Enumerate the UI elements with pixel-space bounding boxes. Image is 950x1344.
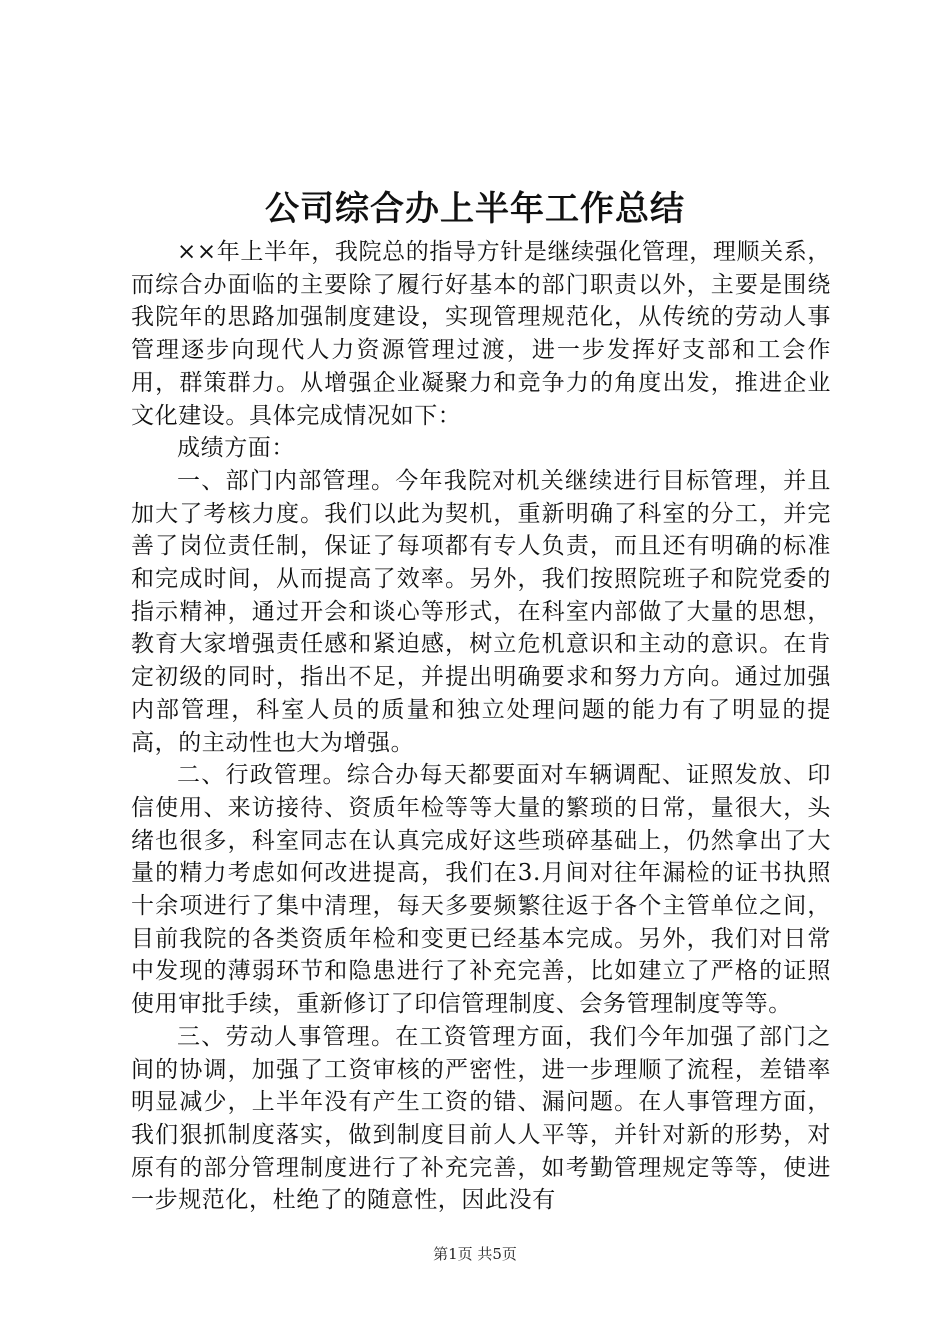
paragraph-administrative-management: 二、行政管理。综合办每天都要面对车辆调配、证照发放、印信使用、来访接待、资质年检等等大量的繁琐的日常，量很大，头绪也很多，科室同志在认真完成好这些琐碎基础上，仍然拿出了大量的精力考虑如何改进提高，我们在3.月间对往年漏检的证书执照十余项进行了集中清理，每天多要频繁往返于各个主管单位之间，目前我院的各类资质年检和变更已经基本完成。另外，我们对日常中发现的薄弱环节和隐患进行了补充完善，比如建立了严格的证照使用审批手续，重新修订了印信管理制度、会务管理制度等等。 [131, 762, 831, 1018]
paragraph-personnel-management: 三、劳动人事管理。在工资管理方面，我们今年加强了部门之间的协调，加强了工资审核的严密性，进一步理顺了流程，差错率明显减少，上半年没有产生工资的错、漏问题。在人事管理方面，我们狠抓制度落实，做到制度目前人人平等，并针对新的形势，对原有的部分管理制度进行了补充完善，如考勤管理规定等等，使进一步规范化，杜绝了的随意性，因此没有 [131, 1023, 831, 1214]
document-title: 公司综合办上半年工作总结 [265, 189, 685, 229]
paragraph-intro: ××年上半年，我院总的指导方针是继续强化管理，理顺关系，而综合办面临的主要除了履行好基本的部门职责以外，主要是围绕我院年的思路加强制度建设，实现管理规范化，从传统的劳动人事管理逐步向现代人力资源管理过渡，进一步发挥好支部和工会作用，群策群力。从增强企业凝聚力和竞争力的角度出发，推进企业文化建设。具体完成情况如下： [131, 239, 831, 429]
paragraph-achievements-heading: 成绩方面： [177, 435, 295, 462]
paragraph-department-management: 一、部门内部管理。今年我院对机关继续进行目标管理，并且加大了考核力度。我们以此为契机，重新明确了科室的分工，并完善了岗位责任制，保证了每项都有专人负责，而且还有明确的标准和完成时间，从而提高了效率。另外，我们按照院班子和院党委的指示精神，通过开会和谈心等形式，在科室内部做了大量的思想，教育大家增强责任感和紧迫感，树立危机意识和主动的意识。在肯定初级的同时，指出不足，并提出明确要求和努力方向。通过加强内部管理，科室人员的质量和独立处理问题的能力有了明显的提高，的主动性也大为增强。 [131, 467, 831, 756]
page-number-footer: 第1页 共5页 [433, 1245, 517, 1263]
document-body [131, 236, 831, 1217]
